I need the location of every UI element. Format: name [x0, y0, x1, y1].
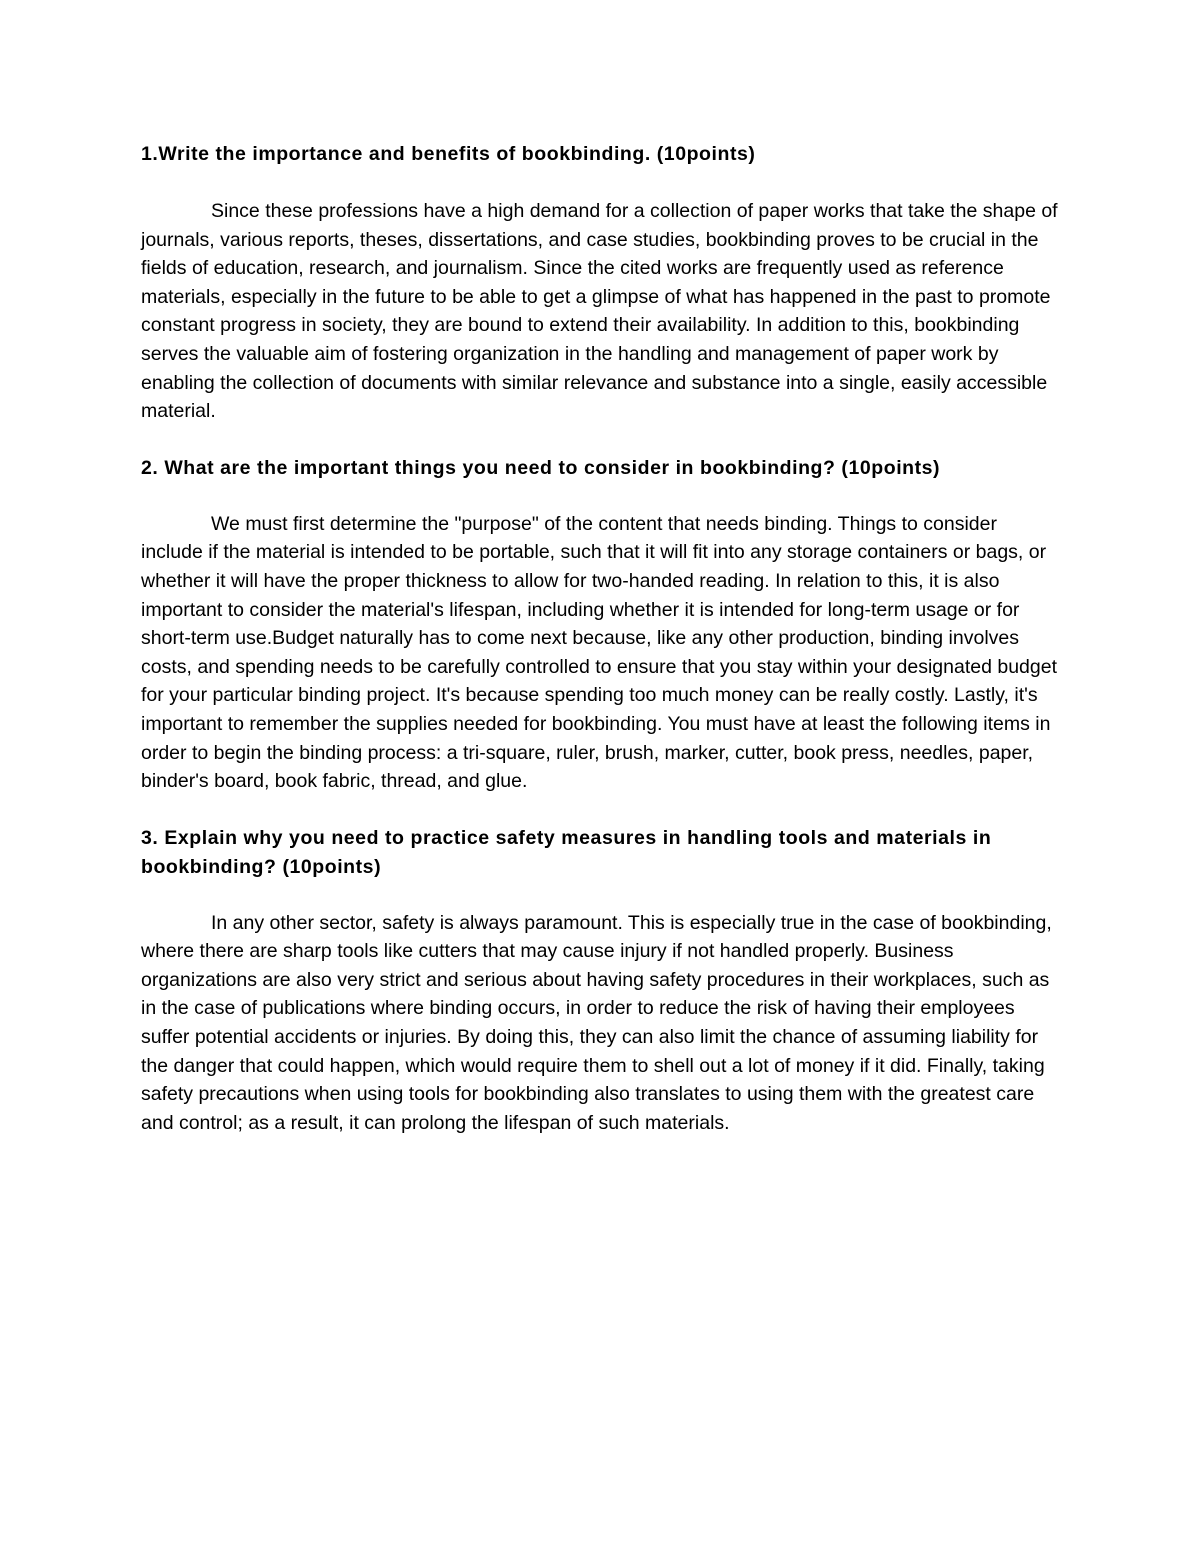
document-body — [141, 140, 1061, 1137]
question-2-heading: 2. What are the important things you need to consider in bookbinding? (10points) — [141, 456, 941, 479]
question-3-heading: 3. Explain why you need to practice safety measures in handling tools and materials in bookbinding? (10points) — [141, 826, 992, 878]
answer-1-paragraph: Since these professions have a high demand for a collection of paper works that take the shape of journals, various reports, theses, dissertations, and case studies, bookbinding proves to be crucial in the fields of education, research, and journalism. Since the cited works are frequently used as reference materials, especially in the future to be able to get a glimpse of what has happened in the past to promote constant progress in society, they are bound to extend their availability. In addition to this, bookbinding serves the valuable aim of fostering organization in the handling and management of paper work by enabling the collection of documents with similar relevance and substance into a single, easily accessible material. — [141, 200, 1058, 423]
answer-3-paragraph: In any other sector, safety is always paramount. This is especially true in the case of bookbinding, where there are sharp tools like cutters that may cause injury if not handled properly. Business organizations are also very strict and serious about having safety procedures in their workplaces, such as in the case of publications where binding occurs, in order to reduce the risk of having their employees suffer potential accidents or injuries. By doing this, they can also limit the chance of assuming liability for the danger that could happen, which would require them to shell out a lot of money if it did. Finally, taking safety precautions when using tools for bookbinding also translates to using them with the greatest care and control; as a result, it can prolong the lifespan of such materials. — [141, 911, 1052, 1134]
question-1-heading: 1.Write the importance and benefits of bookbinding. (10points) — [141, 143, 756, 165]
answer-2-paragraph: We must first determine the "purpose" of the content that needs binding. Things to consider include if the material is intended to be portable, such that it will fit into any storage containers or bags, or whether it will have the proper thickness to allow for two-handed reading. In relation to this, it is also important to consider the material's lifespan, including whether it is intended for long-term usage or for short-term use.Budget naturally has to come next because, like any other production, binding involves costs, and spending needs to be carefully controlled to ensure that you stay within your designated budget for your particular binding project. It's because spending too much money can be really costly. Lastly, it's important to remember the supplies needed for bookbinding. You must have at least the following items in order to begin the binding process: a tri-square, ruler, brush, marker, cutter, book press, needles, paper, binder's board, book fabric, thread, and glue. — [141, 512, 1058, 793]
